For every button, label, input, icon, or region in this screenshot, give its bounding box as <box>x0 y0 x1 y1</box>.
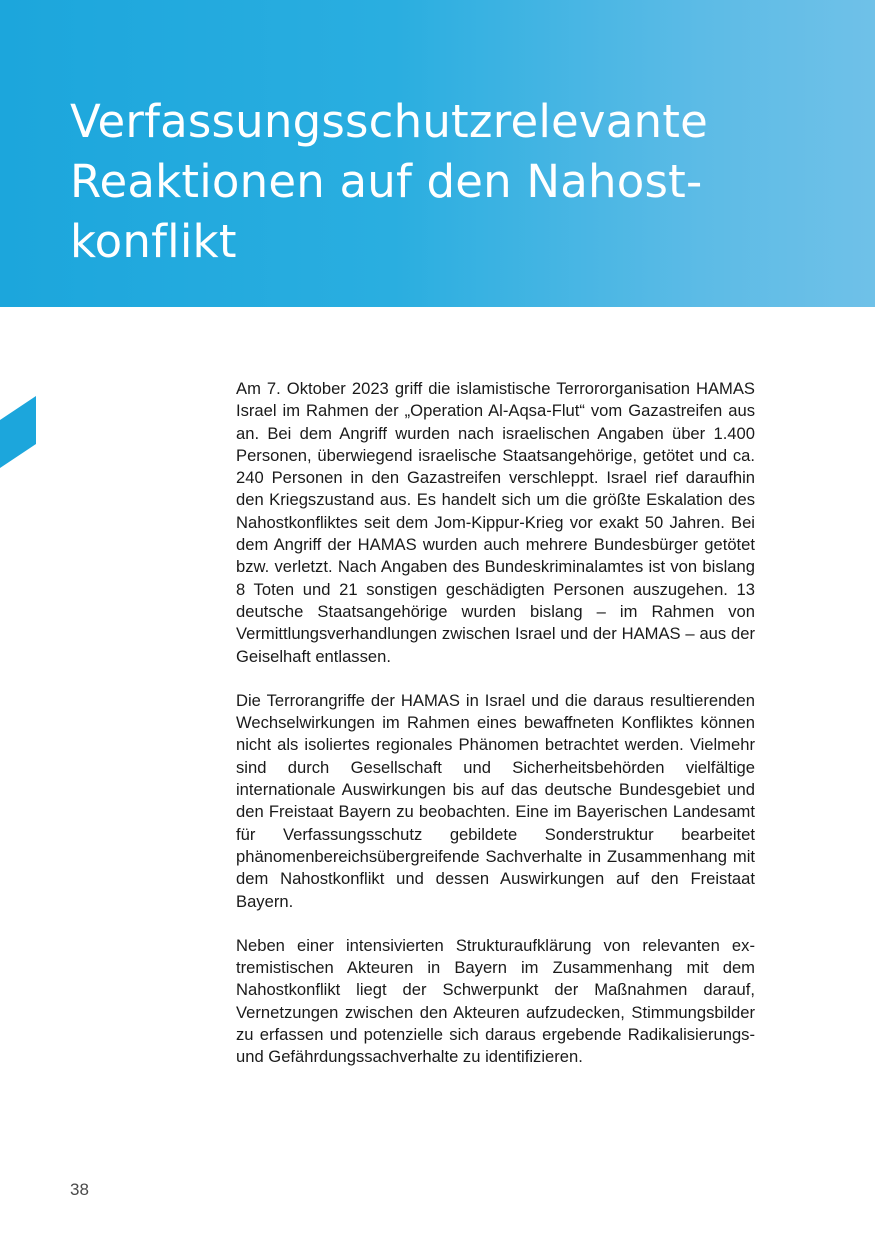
side-marker-parallelogram <box>0 396 36 468</box>
side-marker-shape <box>0 396 36 468</box>
paragraph-2: Die Terrorangriffe der HAMAS in Israel und die daraus resultierenden Wechselwirkungen im Rahmen eines bewaffneten Konfliktes können nicht als isoliertes regionales Phänomen betrachtet werden. Vielmehr sind durch Gesellschaft und Sicherheitsbehörden vielfältige internationale Auswirkungen bis auf das deutsche Bundesgebiet und den Freistaat Bayern zu beobachten. Eine im Bayerischen Landesamt für Verfassungsschutz gebildete Sonderstruktur bearbeitet phänomenbereichsübergreifende Sachverhalte in Zusammenhang mit dem Nahostkonflikt und dessen Auswirkungen auf den Freistaat Bayern. <box>236 690 755 911</box>
page-number: 38 <box>70 1180 89 1199</box>
header-band <box>0 0 875 307</box>
paragraph-1: Am 7. Oktober 2023 griff die islamistische Terrororganisation HAMAS Israel im Rahmen der „Operation Al-Aqsa-Flut“ vom Gazastreifen aus an. Bei dem Angriff wurden nach israelischen Angaben über 1.400 Personen, überwiegend israelische Staatsangehörige, getötet und ca. 240 Personen in den Gazastreifen verschleppt. Israel rief daraufhin den Kriegszustand aus. Es handelt sich um die größte Eskalation des Nahostkonfliktes seit dem Jom-Kippur-Krieg vor exakt 50 Jahren. Bei dem Angriff der HAMAS wurden auch mehrere Bundesbürger getötet bzw. verletzt. Nach Angaben des Bundeskriminalamtes ist von bislang 8 Toten und 21 sonstigen geschädigten Personen auszugehen. 13 deutsche Staatsangehörige wurden bislang – im Rahmen von Vermittlungsverhandlungen zwischen Israel und der HAMAS – aus der Geiselhaft entlassen. <box>236 379 755 666</box>
page-title: Verfassungsschutzrelevante Reaktionen auf den Nahost-konflikt <box>70 95 708 268</box>
article-body <box>236 378 755 1091</box>
paragraph-3: Neben einer intensivierten Strukturaufklärung von relevanten extremistischen Akteuren in Bayern im Zusammenhang mit dem Nahostkonflikt liegt der Schwerpunkt der Maßnahmen darauf, Vernetzungen zwischen den Akteuren aufzudecken, Stimmungsbilder zu erfassen und potenzielle sich daraus ergebende Radikalisierungs- und Gefährdungssachverhalte zu identifizieren. <box>236 935 755 1067</box>
